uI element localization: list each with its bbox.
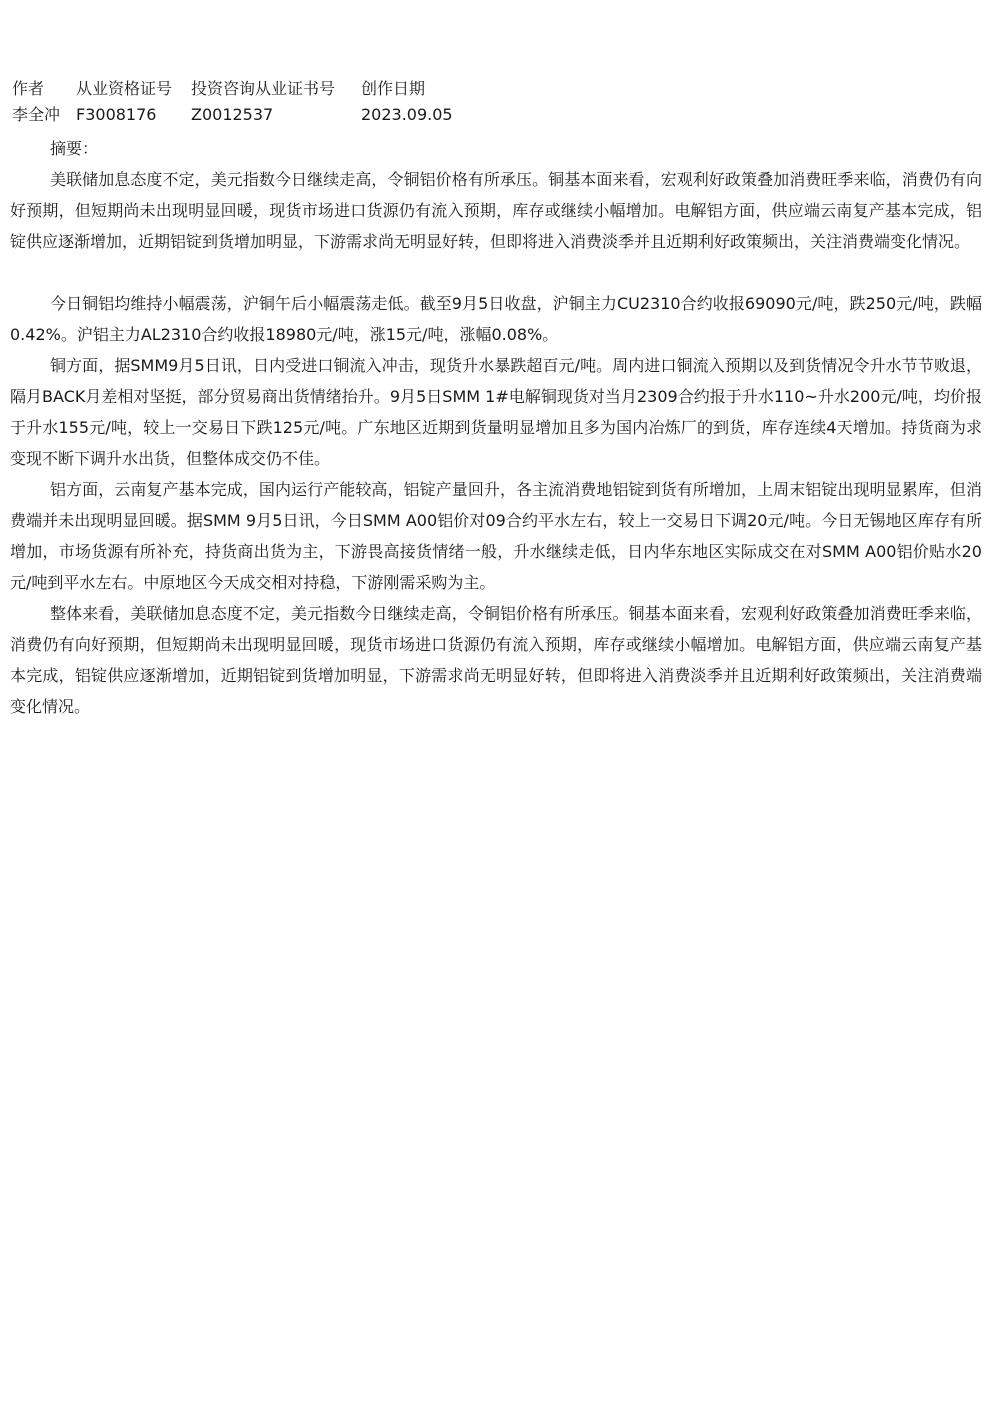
section-gap: [10, 257, 982, 288]
copper-paragraph: 铜方面，据SMM9月5日讯，日内受进口铜流入冲击，现货升水暴跌超百元/吨。周内进口铜流入预期以及到货情况令升水节节败退，隔月BACK月差相对坚挺，部分贸易商出货情绪抬升。9月5日SMM 1#电解铜现货对当月2309合约报于升水110~升水200元/吨，均价报于升水155元/吨，较上一交易日下跌125元/吨。广东地区近期到货量明显增加且多为国内冶炼厂的到货，库存连续4天增加。持货商为求变现不断下调升水出货，但整体成交仍不佳。: [10, 356, 982, 468]
aluminum-paragraph: 铝方面，云南复产基本完成，国内运行产能较高，铝锭产量回升，各主流消费地铝锭到货有所增加，上周末铝锭出现明显累库，但消费端并未出现明显回暖。据SMM 9月5日讯，今日SMM A00铝价对09合约平水左右，较上一交易日下调20元/吨。今日无锡地区库存有所增加，市场货源有所补充，持货商出货为主，下游畏高接货情绪一般，升水继续走低，日内华东地区实际成交在对SMM A00铝价贴水20元/吨到平水左右。中原地区今天成交相对持稳，下游刚需采购为主。: [10, 480, 982, 592]
creation-date-header: 创作日期: [361, 79, 426, 98]
author-info-value-row: [12, 102, 491, 128]
consulting-license-number: Z0012537: [191, 105, 274, 124]
author-header: 作者: [12, 79, 45, 98]
qualification-number: F3008176: [76, 105, 157, 124]
author-name: 李全冲: [12, 105, 61, 124]
market-summary-paragraph: 今日铜铝均维持小幅震荡，沪铜午后小幅震荡走低。截至9月5日收盘，沪铜主力CU2310合约收报69090元/吨，跌250元/吨，跌幅0.42%。沪铝主力AL2310合约收报18980元/吨，涨15元/吨，涨幅0.08%。: [10, 294, 982, 344]
consulting-license-header: 投资咨询从业证书号: [191, 79, 336, 98]
report-body: [10, 133, 982, 722]
abstract-paragraph: 美联储加息态度不定，美元指数今日继续走高，令铜铝价格有所承压。铜基本面来看，宏观利好政策叠加消费旺季来临，消费仍有向好预期，但短期尚未出现明显回暖，现货市场进口货源仍有流入预期，库存或继续小幅增加。电解铝方面，供应端云南复产基本完成，铝锭供应逐渐增加，近期铝锭到货增加明显，下游需求尚无明显好转，但即将进入消费淡季并且近期利好政策频出，关注消费端变化情况。: [10, 170, 982, 251]
author-info-table: [12, 76, 491, 128]
qualification-number-header: 从业资格证号: [76, 79, 173, 98]
conclusion-paragraph: 整体来看，美联储加息态度不定，美元指数今日继续走高，令铜铝价格有所承压。铜基本面来看，宏观利好政策叠加消费旺季来临，消费仍有向好预期，但短期尚未出现明显回暖，现货市场进口货源仍有流入预期，库存或继续小幅增加。电解铝方面，供应端云南复产基本完成，铝锭供应逐渐增加，近期铝锭到货增加明显，下游需求尚无明显好转，但即将进入消费淡季并且近期利好政策频出，关注消费端变化情况。: [10, 604, 982, 716]
author-info-header-row: [12, 76, 491, 102]
creation-date: 2023.09.05: [361, 105, 453, 124]
abstract-label: 摘要：: [50, 139, 99, 158]
